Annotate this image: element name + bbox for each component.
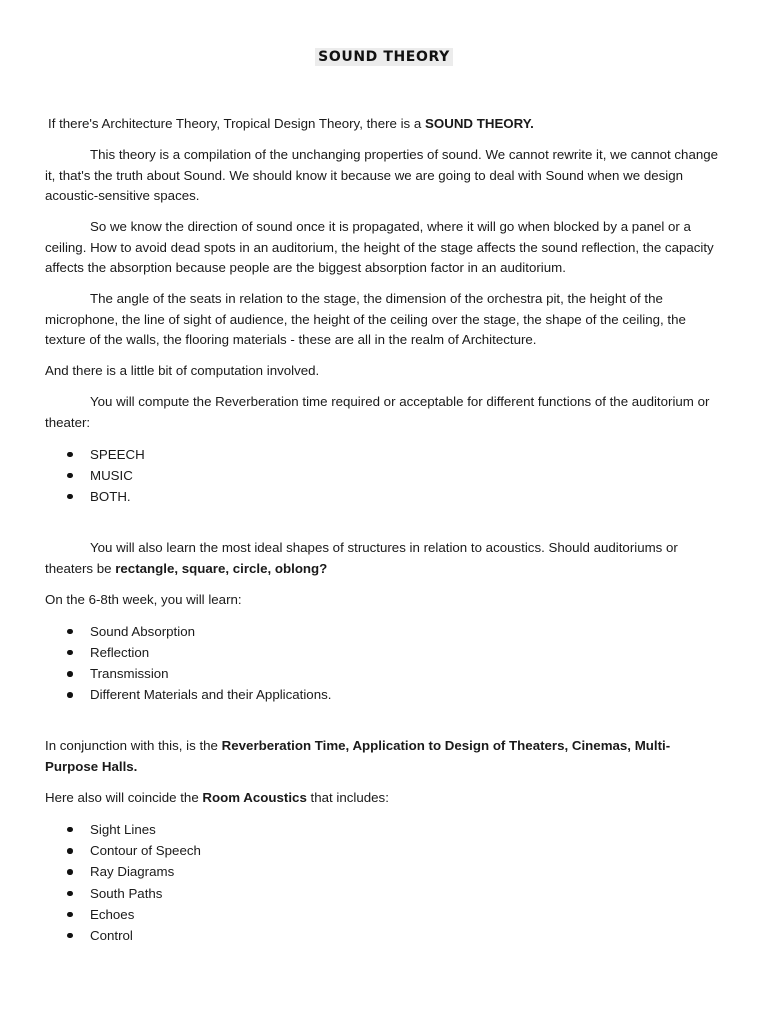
spacer — [45, 705, 723, 736]
list-item: Sight Lines — [45, 819, 723, 840]
room-acoustics-bold: Room Acoustics — [202, 789, 307, 805]
paragraph-compilation: This theory is a compilation of the unchanging properties of sound. We cannot rewrite it, we cannot change it, that's the truth about Sound. We should know it because we are going to deal with Sound when we design acoustic-sensitive spaces. — [45, 147, 719, 203]
intro-text: If there's Architecture Theory, Tropical Design Theory, there is a — [48, 116, 425, 131]
spacer — [45, 507, 723, 538]
list-item: South Paths — [45, 883, 723, 904]
list-item: Control — [45, 925, 723, 946]
paragraph-week: On the 6-8th week, you will learn: — [45, 591, 242, 607]
paragraph-angle: The angle of the seats in relation to the stage, the dimension of the orchestra pit, the height of the microphone, the line of sight of audience, the height of the ceiling over the stage, the shape of the ceiling, the texture of the walls, the flooring materials - these are all in the realm of Architecture. — [45, 291, 686, 347]
paragraph-conjunction — [45, 736, 723, 777]
list-item: Echoes — [45, 904, 723, 925]
room-acoustics-list — [45, 819, 723, 946]
page-title-wrap — [0, 48, 768, 66]
list-item: Reflection — [45, 642, 723, 663]
page-title: SOUND THEORY — [315, 48, 453, 66]
list-item: BOTH. — [45, 486, 723, 507]
paragraph-reverberation: You will compute the Reverberation time required or acceptable for different functions of the auditorium or theater: — [45, 394, 710, 430]
list-item: Different Materials and their Applications. — [45, 684, 723, 705]
document-body — [45, 114, 723, 956]
list-item: Transmission — [45, 663, 723, 684]
shapes-bold: rectangle, square, circle, oblong? — [115, 560, 328, 576]
intro-bold: SOUND THEORY. — [425, 116, 534, 131]
room-acoustics-before: Here also will coincide the — [45, 789, 203, 805]
paragraph-room-acoustics — [45, 788, 723, 809]
paragraph-computation: And there is a little bit of computation involved. — [45, 363, 320, 378]
conjunction-bold: Reverberation Time, Application to Design of Theaters, Cinemas, Multi-Purpose Halls. — [45, 738, 671, 774]
room-acoustics-after: that includes: — [306, 789, 389, 805]
list-item: Contour of Speech — [45, 840, 723, 861]
functions-list — [45, 444, 723, 508]
shapes-text: You will also learn the most ideal shapes of structures in relation to acoustics. Should auditoriums or theaters be — [45, 540, 678, 576]
intro-paragraph — [45, 114, 723, 135]
list-item: MUSIC — [45, 465, 723, 486]
topics-list — [45, 621, 723, 706]
paragraph-direction: So we know the direction of sound once it is propagated, where it will go when blocked by a panel or a ceiling. How to avoid dead spots in an auditorium, the height of the stage affects the sound reflection, the capacity affects the absorption because people are the biggest absorption factor in an auditorium. — [45, 219, 714, 275]
list-item: Ray Diagrams — [45, 861, 723, 882]
list-item: Sound Absorption — [45, 621, 723, 642]
paragraph-shapes — [45, 538, 723, 579]
conjunction-text: In conjunction with this, is the — [45, 738, 222, 754]
list-item: SPEECH — [45, 444, 723, 465]
